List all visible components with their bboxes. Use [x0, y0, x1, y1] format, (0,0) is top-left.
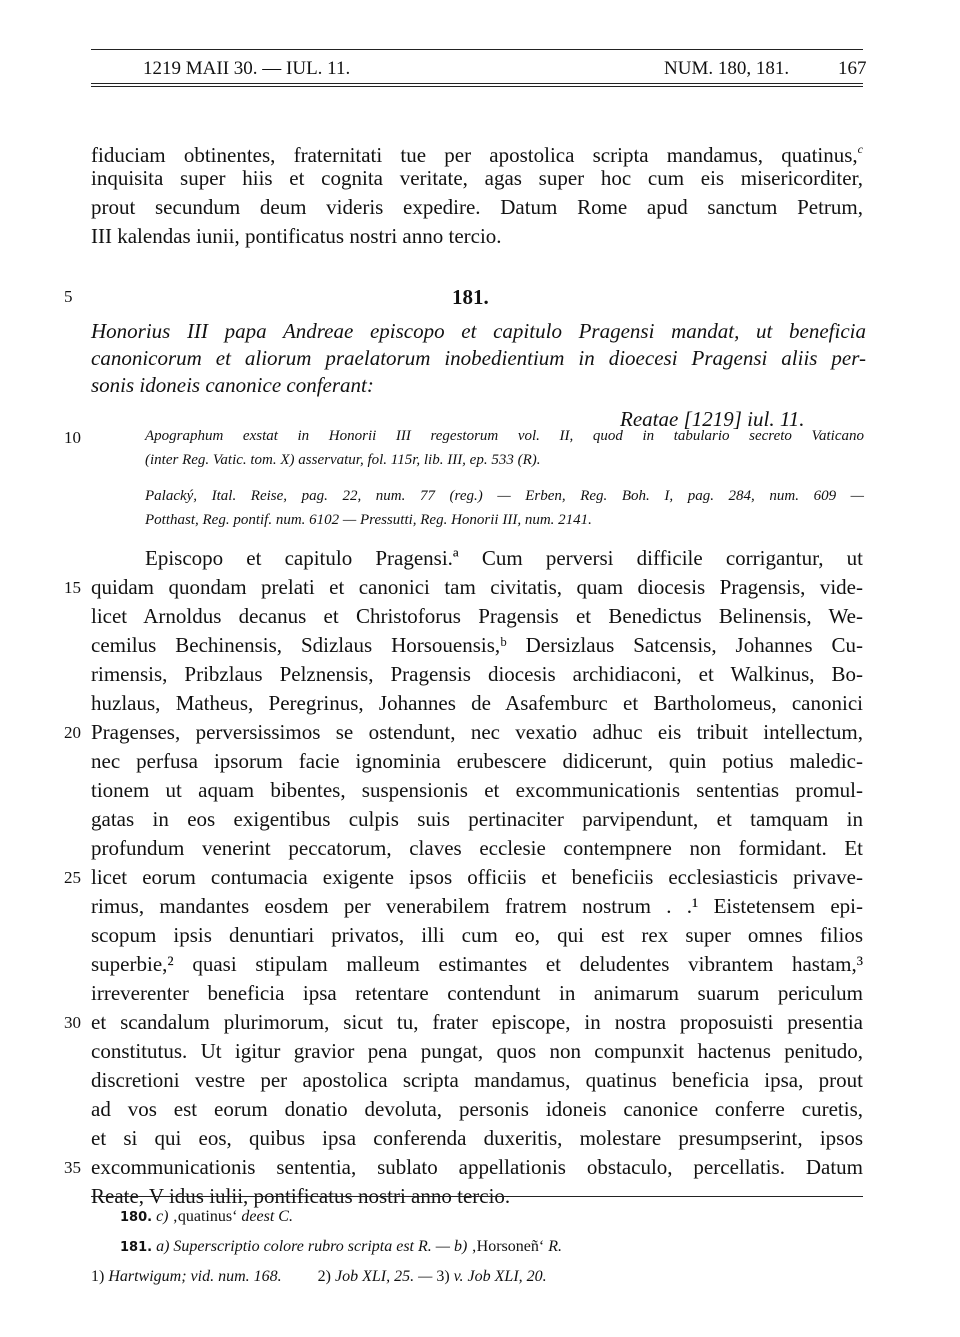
- body-line: tionem ut aquam bibentes, suspensionis et excommunicationis sententias promul-: [91, 778, 863, 802]
- note-mark: c: [857, 142, 863, 156]
- footnote-181: 181. a) Superscriptio colore rubro scripta est R. — b) ‚Horsoneñ‘ R.: [120, 1238, 562, 1255]
- regest-line: Honorius III papa Andreae episcopo et capitulo Pragensi mandat, ut beneficia: [91, 319, 866, 343]
- line-number: 15: [64, 578, 81, 597]
- line-number: 35: [64, 1158, 81, 1177]
- running-head-rule-bottom: [91, 83, 863, 84]
- body-line: irreverenter beneficia ipsa retentare contendunt in animarum suarum periculum: [91, 981, 863, 1005]
- body-line: Reate, V idus iulii, pontificatus nostri anno tercio.: [91, 1184, 511, 1208]
- running-head-right: NUM. 180, 181.: [664, 58, 790, 79]
- text-line: prout secundum deum videris expedire. Datum Rome apud sanctum Petrum,: [91, 195, 863, 219]
- edition-note: [145, 484, 864, 532]
- body-line: huzlaus, Matheus, Peregrinus, Johannes de Asafemburc et Bartholomeus, canonici: [91, 691, 863, 715]
- body-line: licet eorum contumacia exigente ipsos officiis et beneficiis ecclesiasticis privave-: [91, 865, 863, 889]
- text-line: inquisita super hiis et cognita veritate, agas super hoc cum eis misericorditer,: [91, 166, 863, 190]
- source-note: [145, 424, 864, 472]
- body-line: excommunicationis sententia, sublato appellationis obstaculo, percellatis. Datum: [91, 1155, 863, 1179]
- text-line: fiduciam obtinentes, fraternitati tue per apostolica scripta mandamus, quatinus,$^c$: [91, 142, 863, 167]
- body-line: rimus, mandantes eosdem per venerabilem fratrem nostrum . .¹ Eistetensem epi-: [91, 894, 863, 918]
- body-line: rimensis, Pribzlaus Pelznensis, Pragensis diocesis archidiaconi, et Walkinus, Bo-: [91, 662, 863, 686]
- running-head-rule-top: [91, 49, 863, 50]
- text-line: III kalendas iunii, pontificatus nostri anno tercio.: [91, 224, 502, 248]
- running-head-left: 1219 MAII 30. — IUL. 11.: [143, 58, 351, 79]
- body-line: Episcopo et capitulo Pragensi.ª Cum perversi difficile corrigantur, ut: [145, 546, 863, 570]
- footnote-180: 180. c) ‚quatinus‘ deest C.: [120, 1208, 293, 1225]
- source-line: Apographum exstat in Honorii III regestorum vol. II, quod in tabulario secreto Vaticano: [145, 428, 864, 444]
- body-line: licet Arnoldus decanus et Christoforus Pragensis et Benedictus Belinensis, We-: [91, 604, 863, 628]
- regest-line: canonicorum et aliorum praelatorum inobedientium in dioecesi Pragensi aliis per-: [91, 346, 866, 370]
- footnote-numbered: 1) Hartwigum; vid. num. 168. 2) Job XLI, 25. — 3) v. Job XLI, 20.: [91, 1268, 547, 1285]
- document-number: 181.: [452, 285, 489, 309]
- body-line: nec perfusa ipsorum facie ignominia erubescere didicerunt, quin potius maledic-: [91, 749, 863, 773]
- body-line: gatas in eos exigentibus culpis suis pertinaciter parvipendunt, et tamquam in: [91, 807, 863, 831]
- regest: [91, 318, 866, 399]
- source-line: (inter Reg. Vatic. tom. X) asservatur, fol. 115r, lib. III, ep. 533 (R).: [145, 452, 541, 468]
- line-number: 30: [64, 1013, 81, 1032]
- line-number: 5: [64, 287, 73, 306]
- line-number: 25: [64, 868, 81, 887]
- body-line: profundum venerint peccatorum, claves ecclesie contempnere non formidant. Et: [91, 836, 863, 860]
- body-line: scopum ipsis denuntiari privatos, illi cum eo, qui est rex super omnes filios: [91, 923, 863, 947]
- line-number: 10: [64, 428, 81, 447]
- body-line: discretioni vestre per apostolica scripta mandamus, quatinus beneficia ipsa, prout: [91, 1068, 863, 1092]
- edition-line: Palacký, Ital. Reise, pag. 22, num. 77 (reg.) — Erben, Reg. Boh. I, pag. 284, num. 609 —: [145, 488, 864, 504]
- body-line: superbie,² quasi stipulam malleum estimantes et deludentes vibrantem hastam,³: [91, 952, 863, 976]
- edition-line: Potthast, Reg. pontif. num. 6102 — Pressutti, Reg. Honorii III, num. 2141.: [145, 512, 592, 528]
- body-line: ad vos est eorum donatio devoluta, personis idoneis canonice conferre curetis,: [91, 1097, 863, 1121]
- running-head-rule-bottom-double: [91, 86, 863, 87]
- page-number: 167: [838, 58, 867, 79]
- document-body: [91, 544, 863, 1211]
- body-line: et scandalum plurimorum, sicut tu, frater episcope, in nostra proposuisti presentia: [91, 1010, 863, 1034]
- footnote-rule: [91, 1196, 863, 1197]
- body-line: constitutus. Ut igitur gravior pena pungat, quos non compunxit hactenus penitudo,: [91, 1039, 863, 1063]
- line-number: 20: [64, 723, 81, 742]
- body-line: cemilus Bechinensis, Sdizlaus Horsouensis,ᵇ Dersizlaus Satcensis, Johannes Cu-: [91, 633, 863, 657]
- date-place: Reatae [1219] iul. 11.: [620, 407, 805, 431]
- regest-line: sonis idoneis canonice conferant:: [91, 373, 374, 397]
- previous-document-text: [91, 135, 863, 251]
- body-line: quidam quondam prelati et canonici tam civitatis, quam diocesis Pragensis, vide-: [91, 575, 863, 599]
- body-line: Pragenses, perversissimos se ostendunt, nec vexatio adhuc eis tribuit intellectum,: [91, 720, 863, 744]
- body-line: et si qui eos, quibus ipsa conferenda duxeritis, molestare presumpserint, ipsos: [91, 1126, 863, 1150]
